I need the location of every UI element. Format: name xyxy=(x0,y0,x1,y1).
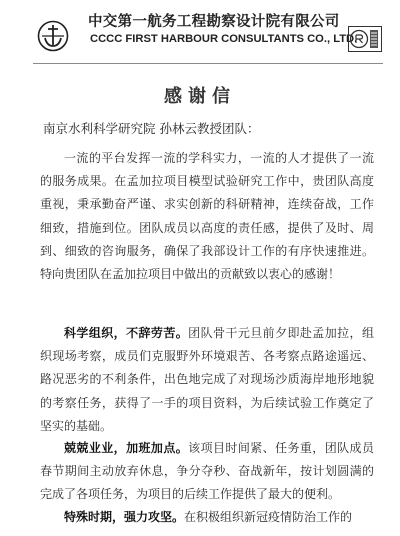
paragraph-lead: 兢兢业业，加班加点。 xyxy=(64,441,189,455)
letterhead-divider xyxy=(33,63,383,64)
iso-certification-mark-icon xyxy=(348,26,382,52)
letterhead xyxy=(0,0,400,62)
body-paragraph-3 xyxy=(40,437,374,507)
body-paragraph-1 xyxy=(40,147,374,286)
organization-name-cn: 中交第一航务工程勘察设计院有限公司 xyxy=(88,14,340,30)
letter-title: 感谢信 xyxy=(164,86,236,107)
paragraph-lead: 特殊时期，强力攻坚。 xyxy=(64,510,185,524)
body-paragraph-4 xyxy=(40,506,374,529)
cccc-anchor-logo-icon xyxy=(37,20,69,52)
organization-name-en: CCCC FIRST HARBOUR CONSULTANTS CO., LTD. xyxy=(90,33,358,45)
paragraph-text: 团队骨干元旦前夕即赴孟加拉，组织现场考察，成员们克服野外环境艰苦、各考察点路途遥远、路况恶劣的不利条件，出色地完成了对现场沙质海岸地形地貌的考察任务，获得了一手的项目资料，为后续试验工作奠定了坚实的基础。 xyxy=(40,326,374,433)
paragraph-text: 该项目时间紧、任务重，团队成员春节期间主动放弃休息，争分夺秒、奋战新年，按计划圆满的完成了各项任务，为项目的后续工作提供了最大的便利。 xyxy=(40,441,374,502)
paragraph-lead: 科学组织，不辞劳苦。 xyxy=(64,326,189,340)
paragraph-text: 在积极组织新冠疫情防治工作的 xyxy=(184,510,353,524)
salutation: 南京水利科学研究院 孙林云教授团队： xyxy=(43,121,260,136)
paragraph-text: 一流的平台发挥一流的学科实力，一流的人才提供了一流的服务成果。在孟加拉项目模型试验研究工作中，贵团队高度重视，秉承勤奋严谨、求实创新的科研精神，连续奋战，工作细致，措施到位。团队成员以高度的责任感，提供了及时、周到、细致的咨询服务，确保了我部设计工作的有序快速推进。特向贵团队在孟加拉项目中做出的贡献致以衷心的感谢！ xyxy=(40,151,374,282)
body-paragraph-2 xyxy=(40,322,374,438)
